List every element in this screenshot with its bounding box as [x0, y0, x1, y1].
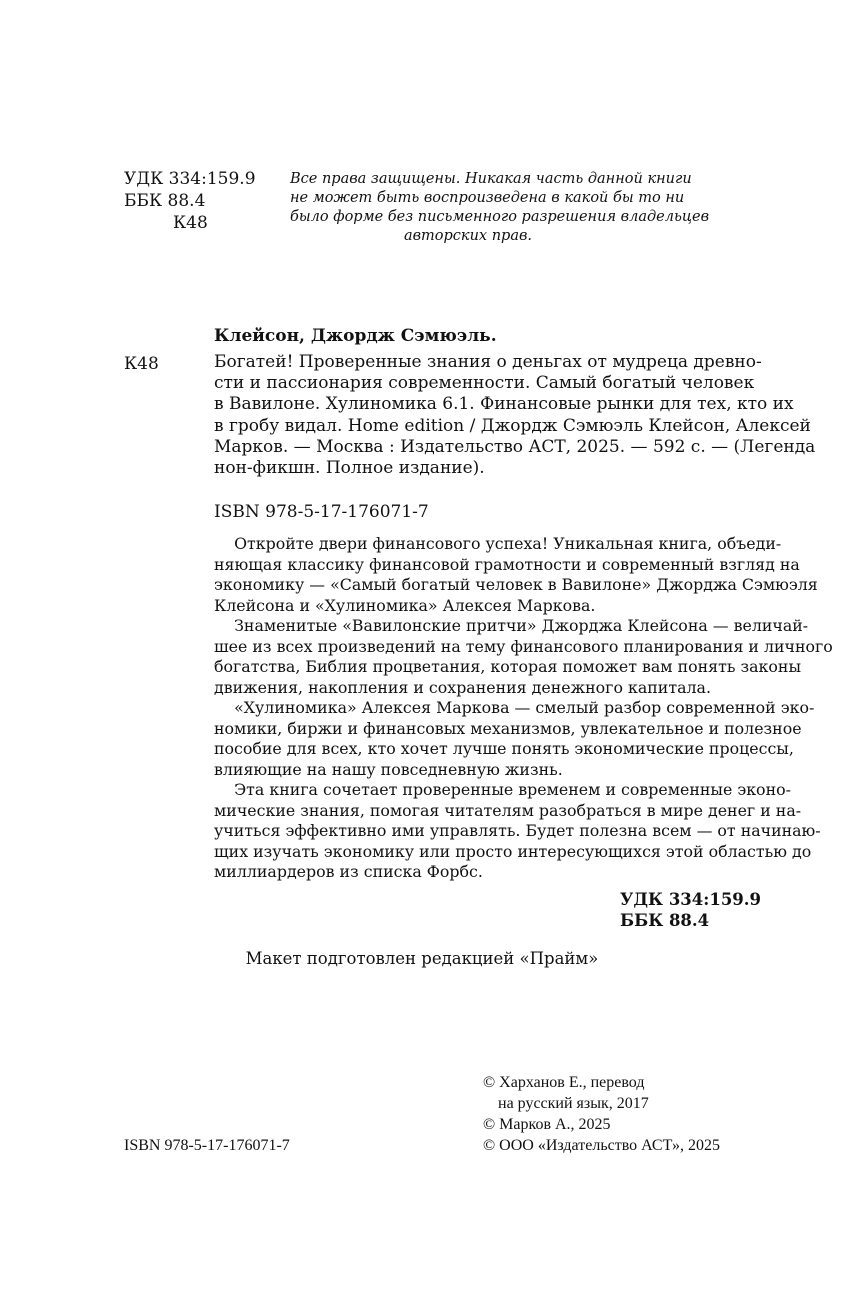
description-line: нон-фикшн. Полное издание).: [214, 458, 485, 479]
description-line: Богатей! Проверенные знания о деньгах от мудреца древно-: [214, 352, 762, 372]
layout-credit: Макет подготовлен редакцией «Прайм»: [245, 949, 599, 968]
cutter-code: К48: [173, 213, 208, 233]
annotation-line: Клейсона и «Хулиномика» Алексея Маркова.: [214, 595, 596, 615]
annotation-line: Эта книга сочетает проверенные временем и современные эконо-: [214, 780, 791, 799]
annotation-line: няющая классику финансовой грамотности и современный взгляд на: [214, 554, 800, 574]
description-line: сти и пассионария современности. Самый богатый человек: [214, 373, 755, 394]
rights-notice: [290, 170, 710, 246]
annotation-line: Откройте двери финансового успеха! Уникальная книга, объеди-: [214, 534, 782, 553]
description-line: в Вавилоне. Хулиномика 6.1. Финансовые рынки для тех, кто их: [214, 394, 794, 415]
annotation-line: влияющие на нашу повседневную жизнь.: [214, 759, 563, 779]
copyright-line: © ООО «Издательство АСТ», 2025: [483, 1137, 720, 1154]
description-line: в гробу видал. Home edition / Джордж Сэмюэль Клейсон, Алексей: [214, 415, 811, 436]
annotation-line: экономику — «Самый богатый человек в Вавилоне» Джорджа Сэмюэля: [214, 575, 818, 594]
author-heading: Клейсон, Джордж Сэмюэль.: [214, 326, 497, 346]
annotation-line: пособие для всех, кто хочет лучше понять экономические процессы,: [214, 739, 794, 758]
rights-line: Все права защищены. Никакая часть данной книги: [290, 171, 692, 187]
udk-code: УДК 334:159.9: [620, 890, 762, 909]
bibliographic-description: [214, 352, 815, 479]
top-classification: [124, 168, 256, 234]
rights-line: авторских прав.: [403, 228, 533, 244]
annotation-line: мические знания, помогая читателям разобраться в мире денег и на-: [214, 800, 802, 820]
copyright-notices: [483, 1072, 720, 1156]
cutter-mark: К48: [124, 354, 159, 374]
annotation-line: «Хулиномика» Алексея Маркова — смелый разбор современной эко-: [214, 698, 815, 717]
isbn-bottom: ISBN 978-5-17-176071-7: [124, 1137, 290, 1154]
copyright-line: © Харханов Е., перевод: [483, 1074, 645, 1091]
annotation-line: учиться эффективно ими управлять. Будет полезна всем — от начинаю-: [214, 821, 821, 840]
annotation-line: щих изучать экономику или просто интересующихся этой областью до: [214, 841, 812, 861]
annotation-line: движения, накопления и сохранения денежного капитала.: [214, 677, 711, 697]
bottom-classification: [620, 889, 761, 931]
bbk-code: ББК 88.4: [124, 191, 206, 211]
rights-line: было форме без письменного разрешения владельцев: [290, 209, 710, 225]
bbk-code: ББК 88.4: [620, 911, 710, 930]
annotation-line: Знаменитые «Вавилонские притчи» Джорджа Клейсона — величай-: [214, 616, 809, 635]
udk-code: УДК 334:159.9: [124, 169, 256, 189]
isbn-main: ISBN 978-5-17-176071-7: [214, 502, 429, 522]
copyright-line: © Марков А., 2025: [483, 1116, 611, 1133]
annotation-line: миллиардеров из списка Форбс.: [214, 862, 483, 881]
annotation-line: номики, биржи и финансовых механизмов, увлекательное и полезное: [214, 718, 802, 738]
description-line: Марков. — Москва : Издательство АСТ, 2025. — 592 с. — (Легенда: [214, 436, 816, 457]
copyright-line: на русский язык, 2017: [498, 1095, 649, 1112]
annotation-line: шее из всех произведений на тему финансового планирования и личного: [214, 636, 833, 656]
annotation-line: богатства, Библия процветания, которая поможет вам понять законы: [214, 657, 802, 676]
annotation: [214, 534, 833, 883]
rights-line: не может быть воспроизведена в какой бы то ни: [290, 190, 685, 206]
